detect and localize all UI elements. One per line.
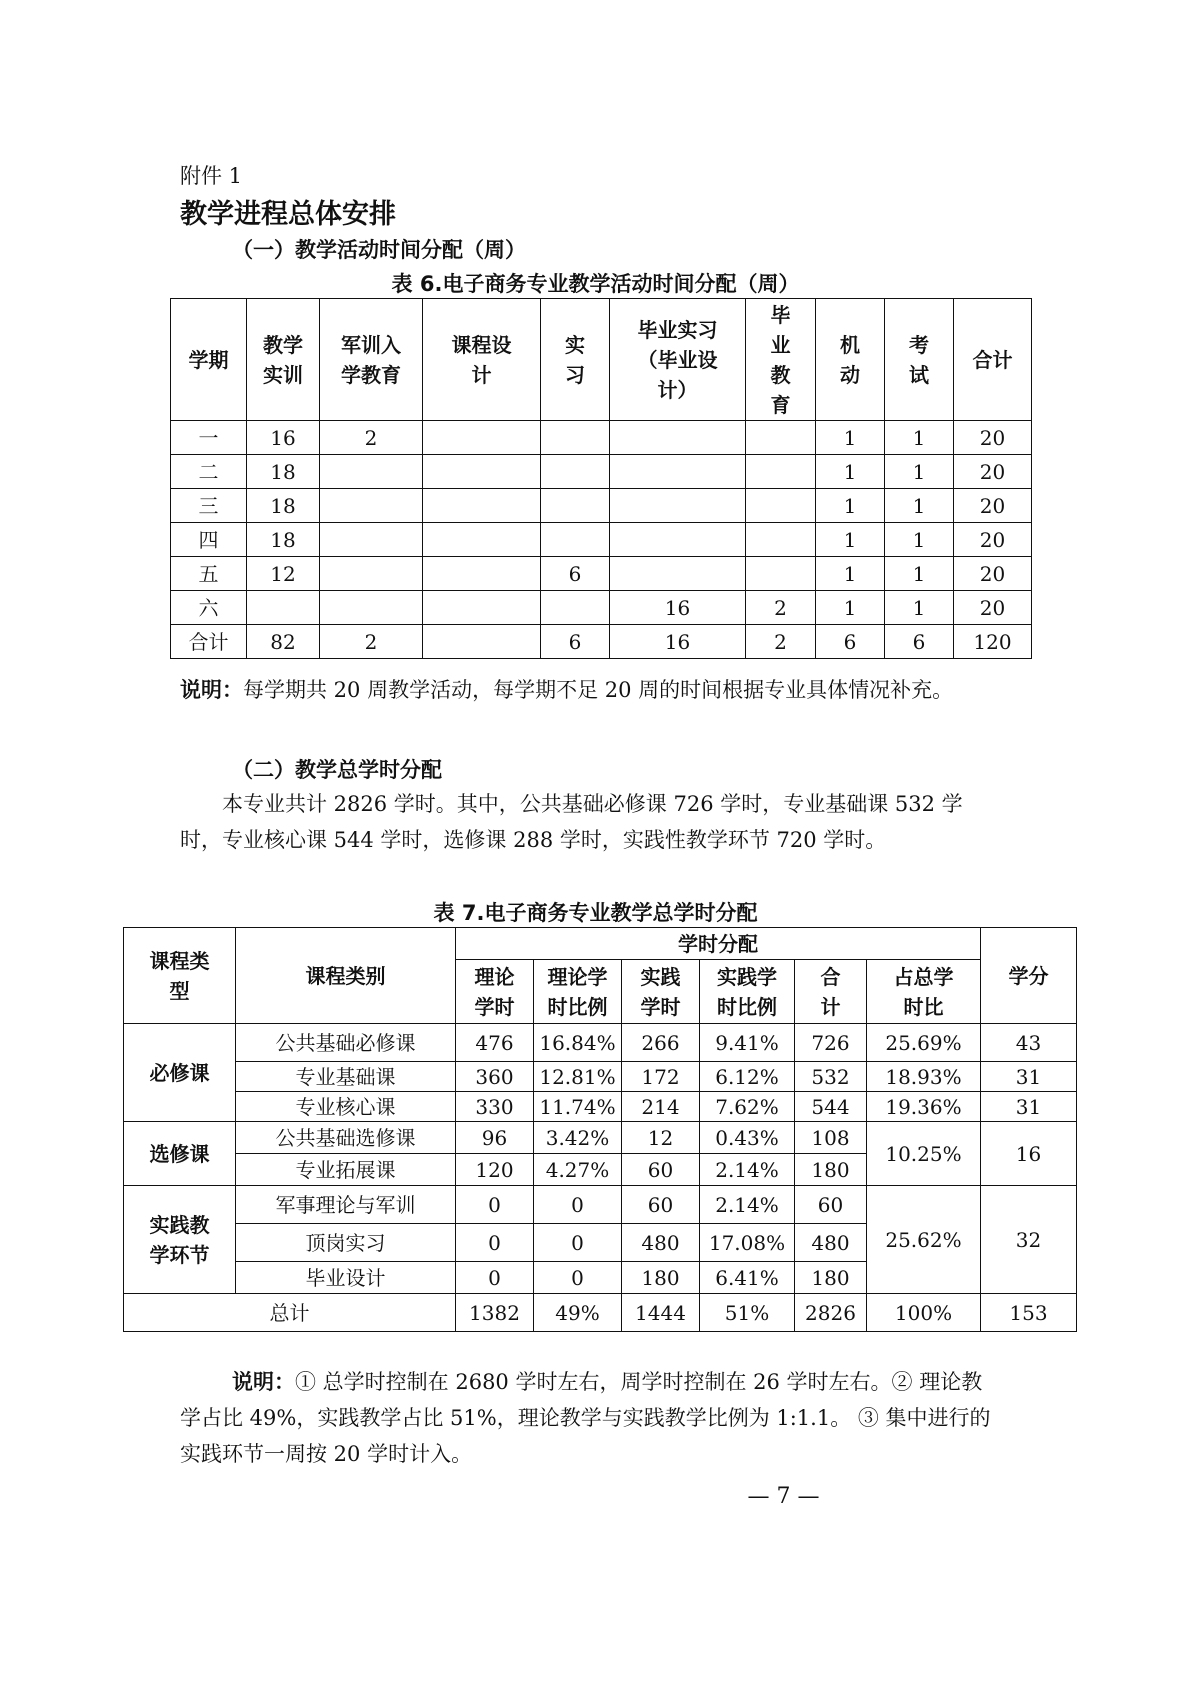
value-cell: 480 bbox=[795, 1224, 867, 1262]
table-cell bbox=[423, 421, 541, 455]
table7-subheader-cell: 理论学时 bbox=[456, 960, 534, 1024]
table-cell bbox=[423, 455, 541, 489]
table-cell: 2 bbox=[746, 591, 816, 625]
table-cell bbox=[320, 489, 423, 523]
table-cell: 16 bbox=[610, 591, 746, 625]
table6-header-cell: 机动 bbox=[816, 299, 885, 421]
table7-header-type: 课程类型 bbox=[124, 928, 236, 1024]
table7-subheader-cell: 理论学时比例 bbox=[534, 960, 622, 1024]
table-cell: 16 bbox=[247, 421, 320, 455]
value-cell: 12.81% bbox=[534, 1062, 622, 1092]
table-cell bbox=[746, 523, 816, 557]
value-cell: 60 bbox=[795, 1186, 867, 1224]
course-category-cell: 公共基础必修课 bbox=[236, 1024, 456, 1062]
table-cell: 1 bbox=[816, 421, 885, 455]
table6-header-cell: 合计 bbox=[954, 299, 1032, 421]
table-cell bbox=[423, 625, 541, 659]
table-row bbox=[171, 421, 1032, 455]
value-cell: 60 bbox=[622, 1186, 700, 1224]
value-cell: 31 bbox=[981, 1062, 1077, 1092]
value-cell: 7.62% bbox=[700, 1092, 795, 1122]
section-heading-1: （一）教学活动时间分配（周） bbox=[232, 238, 526, 262]
credit-cell: 16 bbox=[981, 1122, 1077, 1186]
course-category-cell: 专业核心课 bbox=[236, 1092, 456, 1122]
table-cell bbox=[610, 557, 746, 591]
table7-subheader-cell: 实践学时 bbox=[622, 960, 700, 1024]
note1 bbox=[180, 672, 995, 708]
attachment-label: 附件 1 bbox=[180, 164, 243, 188]
table-row bbox=[124, 1186, 1077, 1224]
value-cell: 544 bbox=[795, 1092, 867, 1122]
value-cell: 180 bbox=[795, 1262, 867, 1294]
table6-header-cell: 军训入学教育 bbox=[320, 299, 423, 421]
table-cell: 1 bbox=[816, 557, 885, 591]
table-cell: 1 bbox=[816, 455, 885, 489]
table-cell: 1 bbox=[816, 523, 885, 557]
table-row bbox=[171, 523, 1032, 557]
table7-caption: 表 7.电子商务专业教学总学时分配 bbox=[433, 901, 758, 925]
course-type-cell bbox=[124, 1186, 236, 1294]
table-cell bbox=[746, 455, 816, 489]
table-cell: 1 bbox=[885, 557, 954, 591]
course-category-cell: 公共基础选修课 bbox=[236, 1122, 456, 1154]
table6-header-cell: 课程设计 bbox=[423, 299, 541, 421]
table-cell bbox=[746, 421, 816, 455]
table-cell: 18 bbox=[247, 455, 320, 489]
table-cell: 6 bbox=[541, 557, 610, 591]
value-cell: 180 bbox=[622, 1262, 700, 1294]
table7-subheader-cell: 占总学时比 bbox=[867, 960, 981, 1024]
value-cell: 330 bbox=[456, 1092, 534, 1122]
note2 bbox=[180, 1364, 1000, 1472]
value-cell: 0 bbox=[534, 1186, 622, 1224]
value-cell: 0 bbox=[456, 1224, 534, 1262]
value-cell: 96 bbox=[456, 1122, 534, 1154]
value-cell: 0 bbox=[456, 1186, 534, 1224]
term-cell: 合计 bbox=[171, 625, 247, 659]
table-cell: 1 bbox=[816, 591, 885, 625]
table6-header-cell: 学期 bbox=[171, 299, 247, 421]
total-value-cell: 1382 bbox=[456, 1294, 534, 1332]
table-cell bbox=[423, 523, 541, 557]
table-cell bbox=[320, 523, 423, 557]
total-value-cell: 49% bbox=[534, 1294, 622, 1332]
value-cell: 266 bbox=[622, 1024, 700, 1062]
note2-text: ① 总学时控制在 2680 学时左右，周学时控制在 26 学时左右。② 理论教学占比 49%，实践教学占比 51%，理论教学与实践教学比例为 1:1.1。 ③ 集中进行的实践环节一周按 20 学时计入。 bbox=[180, 1370, 991, 1466]
table7 bbox=[123, 927, 1077, 1332]
value-cell: 16.84% bbox=[534, 1024, 622, 1062]
table7-subheader-cell: 实践学时比例 bbox=[700, 960, 795, 1024]
note2-label: 说明： bbox=[232, 1370, 295, 1394]
table-cell bbox=[423, 557, 541, 591]
page-title: 教学进程总体安排 bbox=[180, 199, 396, 230]
course-type-label: 选修课 bbox=[149, 1141, 210, 1166]
table-cell: 6 bbox=[541, 625, 610, 659]
value-cell: 17.08% bbox=[700, 1224, 795, 1262]
course-type-label: 必修课 bbox=[149, 1060, 210, 1085]
table-cell bbox=[320, 557, 423, 591]
table-cell: 20 bbox=[954, 489, 1032, 523]
value-cell: 120 bbox=[456, 1154, 534, 1186]
table-row bbox=[171, 625, 1032, 659]
table-cell bbox=[610, 523, 746, 557]
table-cell bbox=[423, 591, 541, 625]
term-cell: 三 bbox=[171, 489, 247, 523]
total-value-cell: 100% bbox=[867, 1294, 981, 1332]
table-cell: 6 bbox=[885, 625, 954, 659]
value-cell: 476 bbox=[456, 1024, 534, 1062]
course-category-cell: 毕业设计 bbox=[236, 1262, 456, 1294]
total-value-cell: 1444 bbox=[622, 1294, 700, 1332]
value-cell: 2.14% bbox=[700, 1186, 795, 1224]
table-cell: 120 bbox=[954, 625, 1032, 659]
value-cell: 0.43% bbox=[700, 1122, 795, 1154]
share-cell: 10.25% bbox=[867, 1122, 981, 1186]
table6-header-cell: 考试 bbox=[885, 299, 954, 421]
table-row bbox=[171, 455, 1032, 489]
table-cell: 18 bbox=[247, 489, 320, 523]
table-cell: 1 bbox=[885, 455, 954, 489]
value-cell: 480 bbox=[622, 1224, 700, 1262]
value-cell: 12 bbox=[622, 1122, 700, 1154]
table-cell: 6 bbox=[816, 625, 885, 659]
course-type-label: 实践教学环节 bbox=[149, 1212, 210, 1267]
table6-header-cell: 毕业教育 bbox=[746, 299, 816, 421]
table-cell bbox=[320, 455, 423, 489]
total-value-cell: 153 bbox=[981, 1294, 1077, 1332]
table7-subheader-cell: 合计 bbox=[795, 960, 867, 1024]
table6-header-cell: 毕业实习（毕业设计） bbox=[610, 299, 746, 421]
table-cell: 1 bbox=[885, 421, 954, 455]
table-cell: 16 bbox=[610, 625, 746, 659]
paragraph2: 本专业共计 2826 学时。其中，公共基础必修课 726 学时，专业基础课 532 学时，专业核心课 544 学时，选修课 288 学时，实践性教学环节 720 学时。 bbox=[180, 792, 963, 852]
table-cell: 12 bbox=[247, 557, 320, 591]
course-category-cell: 军事理论与军训 bbox=[236, 1186, 456, 1224]
table-row bbox=[124, 1062, 1077, 1092]
table-cell bbox=[610, 489, 746, 523]
value-cell: 726 bbox=[795, 1024, 867, 1062]
term-cell: 四 bbox=[171, 523, 247, 557]
course-category-cell: 专业基础课 bbox=[236, 1062, 456, 1092]
value-cell: 108 bbox=[795, 1122, 867, 1154]
table-cell: 1 bbox=[885, 591, 954, 625]
table-cell: 20 bbox=[954, 591, 1032, 625]
table-row bbox=[124, 1092, 1077, 1122]
term-cell: 二 bbox=[171, 455, 247, 489]
table-row bbox=[171, 591, 1032, 625]
value-cell: 180 bbox=[795, 1154, 867, 1186]
total-label-cell: 总计 bbox=[124, 1294, 456, 1332]
table-cell: 82 bbox=[247, 625, 320, 659]
value-cell: 43 bbox=[981, 1024, 1077, 1062]
value-cell: 6.12% bbox=[700, 1062, 795, 1092]
table6-header-cell: 教学实训 bbox=[247, 299, 320, 421]
table6-caption: 表 6.电子商务专业教学活动时间分配（周） bbox=[391, 272, 800, 296]
table-cell bbox=[247, 591, 320, 625]
value-cell: 4.27% bbox=[534, 1154, 622, 1186]
table-row bbox=[124, 1122, 1077, 1154]
value-cell: 0 bbox=[456, 1262, 534, 1294]
course-type-cell bbox=[124, 1024, 236, 1122]
table6-header-row bbox=[171, 299, 1032, 421]
table7-header-alloc: 学时分配 bbox=[456, 928, 981, 960]
value-cell: 214 bbox=[622, 1092, 700, 1122]
value-cell: 19.36% bbox=[867, 1092, 981, 1122]
term-cell: 一 bbox=[171, 421, 247, 455]
page-number: — 7 — bbox=[747, 1484, 820, 1509]
section-heading-2: （二）教学总学时分配 bbox=[232, 758, 442, 782]
table-cell bbox=[541, 421, 610, 455]
value-cell: 532 bbox=[795, 1062, 867, 1092]
table-cell: 1 bbox=[816, 489, 885, 523]
value-cell: 60 bbox=[622, 1154, 700, 1186]
table-row bbox=[124, 1024, 1077, 1062]
table7-header-credit: 学分 bbox=[981, 928, 1077, 1024]
table7-body bbox=[124, 1024, 1077, 1332]
table-cell bbox=[746, 489, 816, 523]
table-cell: 2 bbox=[320, 421, 423, 455]
value-cell: 25.69% bbox=[867, 1024, 981, 1062]
value-cell: 172 bbox=[622, 1062, 700, 1092]
table-cell bbox=[610, 455, 746, 489]
table-row bbox=[171, 557, 1032, 591]
value-cell: 0 bbox=[534, 1224, 622, 1262]
table-cell: 2 bbox=[746, 625, 816, 659]
table-cell: 1 bbox=[885, 489, 954, 523]
table-cell: 20 bbox=[954, 523, 1032, 557]
course-category-cell: 专业拓展课 bbox=[236, 1154, 456, 1186]
table-cell bbox=[541, 523, 610, 557]
table-cell bbox=[423, 489, 541, 523]
value-cell: 0 bbox=[534, 1262, 622, 1294]
table-cell bbox=[541, 591, 610, 625]
table6-body bbox=[171, 421, 1032, 659]
course-type-cell bbox=[124, 1122, 236, 1186]
term-cell: 五 bbox=[171, 557, 247, 591]
table6-header-cell: 实习 bbox=[541, 299, 610, 421]
table7-header-category: 课程类别 bbox=[236, 928, 456, 1024]
table-total-row bbox=[124, 1294, 1077, 1332]
value-cell: 360 bbox=[456, 1062, 534, 1092]
credit-cell: 32 bbox=[981, 1186, 1077, 1294]
value-cell: 31 bbox=[981, 1092, 1077, 1122]
table6 bbox=[170, 298, 1032, 659]
note1-text: 每学期共 20 周教学活动，每学期不足 20 周的时间根据专业具体情况补充。 bbox=[243, 678, 954, 702]
table-row bbox=[171, 489, 1032, 523]
table-cell bbox=[320, 591, 423, 625]
table-cell bbox=[541, 455, 610, 489]
table7-header-row-1 bbox=[124, 928, 1077, 960]
share-cell: 25.62% bbox=[867, 1186, 981, 1294]
table-cell bbox=[746, 557, 816, 591]
term-cell: 六 bbox=[171, 591, 247, 625]
table-cell: 2 bbox=[320, 625, 423, 659]
table-cell bbox=[541, 489, 610, 523]
value-cell: 2.14% bbox=[700, 1154, 795, 1186]
table-cell: 20 bbox=[954, 557, 1032, 591]
table-cell: 20 bbox=[954, 455, 1032, 489]
value-cell: 9.41% bbox=[700, 1024, 795, 1062]
value-cell: 3.42% bbox=[534, 1122, 622, 1154]
table-cell: 20 bbox=[954, 421, 1032, 455]
total-value-cell: 51% bbox=[700, 1294, 795, 1332]
table-cell: 1 bbox=[885, 523, 954, 557]
value-cell: 18.93% bbox=[867, 1062, 981, 1092]
table-cell: 18 bbox=[247, 523, 320, 557]
course-category-cell: 顶岗实习 bbox=[236, 1224, 456, 1262]
value-cell: 6.41% bbox=[700, 1262, 795, 1294]
note1-label: 说明： bbox=[180, 678, 243, 702]
total-value-cell: 2826 bbox=[795, 1294, 867, 1332]
table-cell bbox=[610, 421, 746, 455]
value-cell: 11.74% bbox=[534, 1092, 622, 1122]
